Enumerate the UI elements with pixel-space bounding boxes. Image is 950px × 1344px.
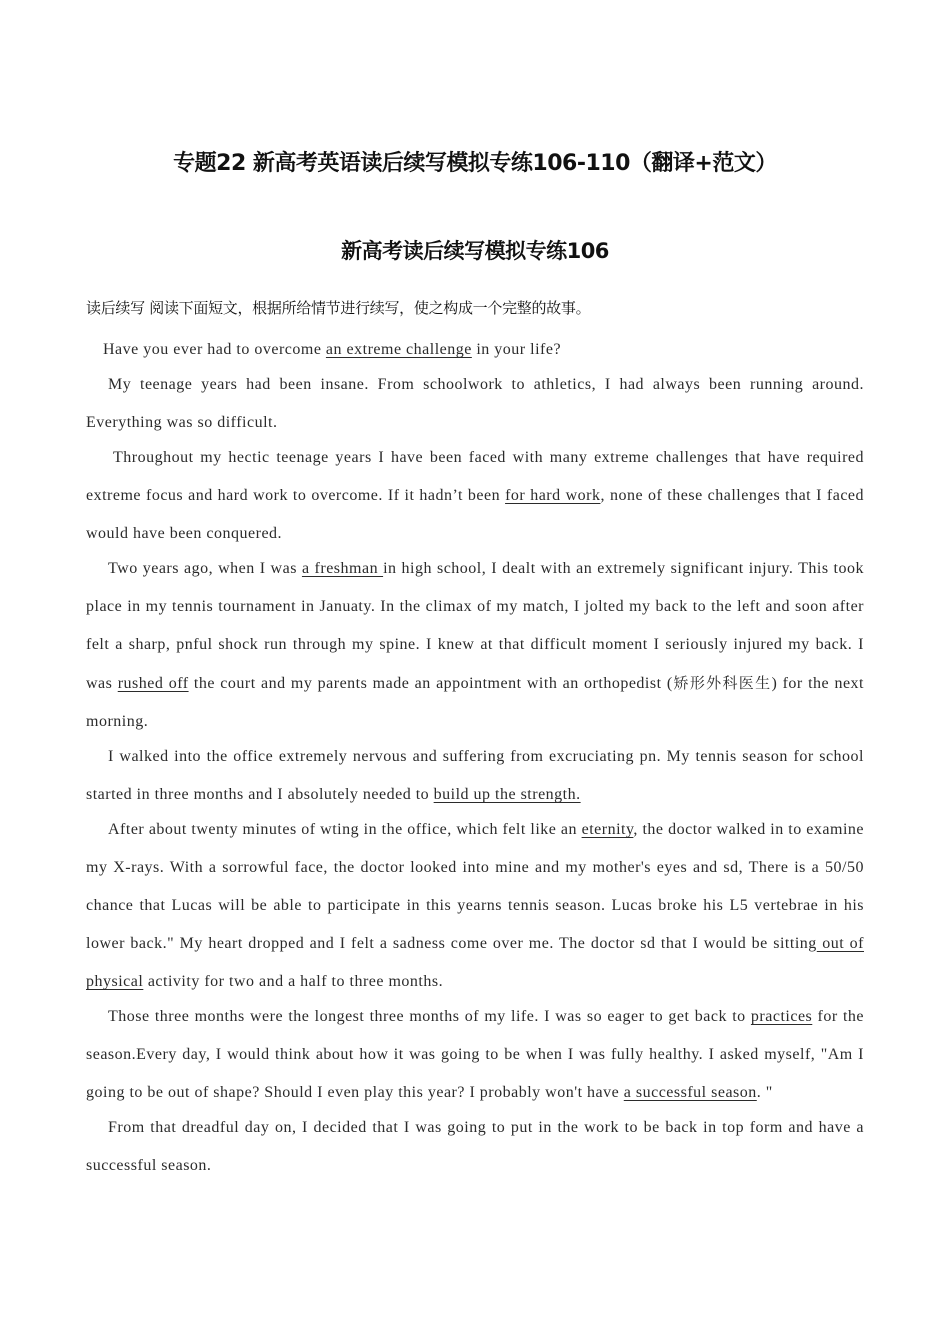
underlined-phrase: build up the strength.	[433, 786, 581, 803]
text-run: in high school, I dealt with an extremely significant injury. This took place in my tennis tournament in Januaty. In the climax of my match, I jolted my back to the left and soon after felt a sharp, pnful shock run through my spine. I knew at that difficult moment I seriously injured my back. I was	[86, 560, 864, 692]
underlined-phrase: a freshman	[301, 560, 384, 577]
text-run: . "	[756, 1084, 773, 1101]
paragraph-4	[86, 550, 864, 741]
underlined-phrase: practices	[750, 1008, 813, 1025]
paragraph-2	[86, 366, 864, 442]
text-run: Those three months were the longest three months of my life. I was so eager to get back to	[108, 1008, 751, 1025]
underlined-phrase: out of physical	[86, 935, 864, 990]
page-title: 专题22 新高考英语读后续写模拟专练106-110（翻译+范文）	[173, 151, 777, 176]
underlined-phrase: an extreme challenge	[325, 341, 472, 358]
text-run: From that dreadful day on, I decided that I was going to put in the work to be back in top form and have a successful season.	[86, 1119, 864, 1174]
paragraph-6	[86, 811, 864, 1001]
text-run: the court and my parents made an appointment with an orthopedist (	[188, 675, 673, 692]
text-run: in your life?	[471, 341, 562, 358]
paragraph-7	[86, 998, 864, 1112]
underlined-phrase: eternity	[581, 821, 634, 838]
text-run: I walked into the office extremely nervous and suffering from excruciating pn. My tennis season for school started in three months and I absolutely needed to	[86, 748, 864, 803]
paragraph-1	[86, 331, 864, 369]
underlined-phrase: for hard work	[505, 487, 601, 504]
text-run: for the season.Every day, I would think about how it was going to be when I was fully healthy. I asked myself, "Am I going to be out of shape? Should I even play this year? I probably won't have	[86, 1008, 865, 1101]
text-run: Throughout my hectic teenage years I have been faced with many extreme challenges that have required extreme focus and hard work to overcome. If it hadn’t been	[86, 449, 864, 504]
paragraph-5	[86, 738, 864, 814]
text-run: , none of these challenges that I faced would have been conquered.	[86, 487, 865, 542]
paragraph-3	[86, 439, 864, 553]
text-run: Have you ever had to overcome	[103, 341, 326, 358]
text-run: , the doctor walked in to examine my X-rays. With a sorrowful face, the doctor looked into mine and my mother's eyes and sd, There is a 50/50 chance that Lucas will be able to participate in this yearns tennis season. Lucas broke his L5 vertebrae in his lower back." My heart dropped and I felt a sadness come over me. The doctor sd that I would be sitting	[86, 821, 864, 952]
text-run: After about twenty minutes of wting in the office, which felt like an	[108, 821, 582, 838]
text-run: activity for two and a half to three months.	[143, 973, 444, 990]
section-subtitle: 新高考读后续写模拟专练106	[341, 239, 609, 263]
text-run: ) for the next morning.	[86, 675, 864, 730]
underlined-phrase: rushed off	[117, 675, 189, 692]
chinese-gloss: 矫形外科医生	[672, 674, 772, 692]
text-run: My teenage years had been insane. From schoolwork to athletics, I had always been running around. Everything was so difficult.	[86, 376, 864, 431]
underlined-phrase: a successful season	[623, 1084, 757, 1101]
text-run: Two years ago, when I was	[108, 560, 302, 577]
task-instruction: 读后续写 阅读下面短文，根据所给情节进行续写，使之构成一个完整的故事。	[86, 299, 591, 317]
passage-body	[86, 331, 864, 1185]
paragraph-8	[86, 1109, 864, 1185]
